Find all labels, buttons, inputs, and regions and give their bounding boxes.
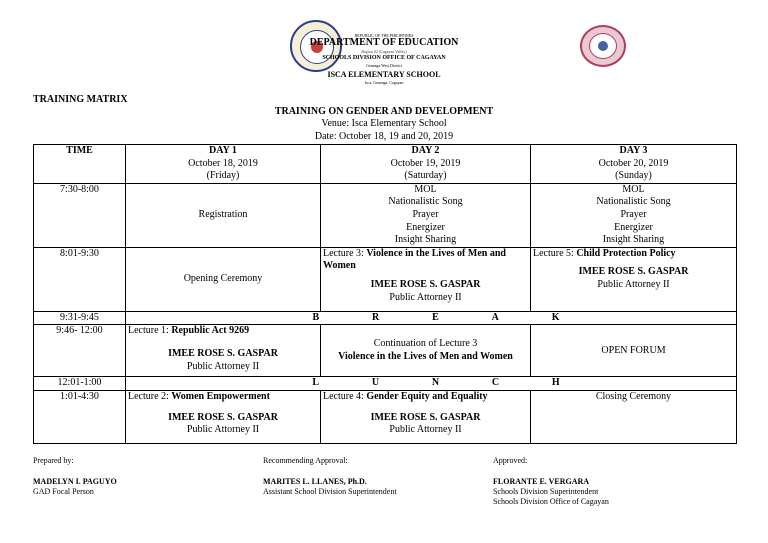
lecture5-cell xyxy=(531,247,737,311)
lunch-row xyxy=(34,377,737,391)
speaker-role: Public Attorney II xyxy=(186,424,260,436)
prepared-by-label: Prepared by: xyxy=(33,456,74,465)
speaker-name: IMEE ROSE S. GASPAR xyxy=(168,411,278,423)
recommending-name: MARITES L. LLANES, Ph.D. xyxy=(263,477,367,486)
program-item: Energizer xyxy=(614,221,653,233)
lunch-cell xyxy=(126,377,737,391)
day1-label: DAY 1 xyxy=(209,145,237,156)
time-cell: 8:01-9:30 xyxy=(34,247,126,311)
day3-label: DAY 3 xyxy=(619,145,648,156)
matrix-label: TRAINING MATRIX xyxy=(33,94,128,105)
approved-name: FLORANTE E. VERGARA xyxy=(493,477,590,486)
day2-weekday: (Saturday) xyxy=(404,170,447,182)
lecture-prefix: Lecture 2: xyxy=(128,390,169,402)
program-item: Prayer xyxy=(412,208,439,220)
speaker-role: Public Attorney II xyxy=(389,424,462,436)
time-header: TIME xyxy=(34,145,126,184)
program-item: Prayer xyxy=(620,208,647,220)
speaker-role: Public Attorney II xyxy=(389,291,462,303)
break-letter: K xyxy=(551,311,560,323)
program-item: Nationalistic Song xyxy=(388,196,463,208)
time-cell: 12:01-1:00 xyxy=(34,377,126,391)
division-name: SCHOOLS DIVISION OFFICE OF CAGAYAN xyxy=(322,55,446,61)
lecture-topic: Gender Equity and Equality xyxy=(366,390,488,402)
prepared-by-title: GAD Focal Person xyxy=(33,487,94,496)
closing-ceremony-cell: Closing Ceremony xyxy=(531,390,737,443)
day2-label: DAY 2 xyxy=(411,145,440,156)
school-name: ISCA ELEMENTARY SCHOOL xyxy=(327,70,441,79)
speaker-name: IMEE ROSE S. GASPAR xyxy=(370,278,481,290)
speaker-role: Public Attorney II xyxy=(186,360,260,372)
table-row xyxy=(34,325,737,377)
region-text: Region 02 (Cagayan Valley) xyxy=(361,49,407,54)
lunch-letter: U xyxy=(371,377,380,389)
program-item: Nationalistic Song xyxy=(596,196,671,208)
training-matrix-table xyxy=(33,144,737,444)
table-row xyxy=(34,390,737,443)
program-item: Energizer xyxy=(406,221,445,233)
date-text: Date: October 18, 19 and 20, 2019 xyxy=(314,131,454,142)
approved-office: Schools Division Office of Cagayan xyxy=(493,497,609,506)
break-cell xyxy=(126,311,737,325)
day1-header xyxy=(126,145,321,184)
lunch-letter: L xyxy=(312,377,320,389)
division-seal-logo xyxy=(580,25,626,67)
time-cell: 1:01-4:30 xyxy=(34,390,126,443)
department-name: DEPARTMENT OF EDUCATION xyxy=(309,37,459,48)
table-row xyxy=(34,183,737,247)
open-forum-cell: OPEN FORUM xyxy=(531,325,737,377)
approved-label: Approved: xyxy=(493,456,528,465)
program-item: MOL xyxy=(414,183,437,195)
school-address: Isca, Gonzaga, Cagayan xyxy=(364,80,404,85)
lecture-prefix: Lecture 4: xyxy=(323,390,364,402)
opening-ceremony-cell: Opening Ceremony xyxy=(126,247,321,311)
speaker-role: Public Attorney II xyxy=(597,278,670,290)
time-cell: 9:31-9:45 xyxy=(34,311,126,325)
day2-date: October 19, 2019 xyxy=(390,157,461,169)
lecture4-cell xyxy=(321,390,531,443)
speaker-name: IMEE ROSE S. GASPAR xyxy=(370,411,481,423)
day3-weekday: (Sunday) xyxy=(615,170,652,182)
lecture-topic: Women Empowerment xyxy=(171,390,270,402)
recommending-title: Assistant School Division Superintendent xyxy=(263,487,397,496)
break-row xyxy=(34,311,737,325)
day2-header xyxy=(321,145,531,184)
time-cell: 9:46- 12:00 xyxy=(34,325,126,377)
program-item: MOL xyxy=(622,183,645,195)
lecture-topic: Violence in the Lives of Men and Women xyxy=(338,350,513,362)
day1-date: October 18, 2019 xyxy=(188,157,258,169)
day1-weekday: (Friday) xyxy=(206,170,240,182)
lecture3-cell xyxy=(321,247,531,311)
speaker-name: IMEE ROSE S. GASPAR xyxy=(578,266,689,278)
lecture-topic: Violence in the Lives of Men and Women xyxy=(323,247,506,272)
lecture-topic: Child Protection Policy xyxy=(576,247,676,259)
venue-text: Venue: Isca Elementary School xyxy=(321,118,447,129)
break-letter: R xyxy=(371,311,380,323)
table-header-row xyxy=(34,145,737,184)
recommending-label: Recommending Approval: xyxy=(263,456,348,465)
lunch-letter: H xyxy=(551,377,560,389)
republic-text: REPUBLIC OF THE PHILIPPINES xyxy=(354,33,414,38)
registration-cell: Registration xyxy=(126,183,321,247)
day3-opening-program xyxy=(531,183,737,247)
break-letter: B xyxy=(312,311,320,323)
training-title: TRAINING ON GENDER AND DEVELOPMENT xyxy=(274,106,494,117)
break-letter: A xyxy=(491,311,499,323)
program-item: Insight Sharing xyxy=(394,234,457,246)
day3-date: October 20, 2019 xyxy=(598,157,669,169)
lunch-letter: N xyxy=(431,377,440,389)
lecture3-continuation-cell xyxy=(321,325,531,377)
table-row xyxy=(34,247,737,311)
lecture-prefix: Lecture 1: xyxy=(128,325,169,337)
speaker-name: IMEE ROSE S. GASPAR xyxy=(168,347,278,359)
day2-opening-program xyxy=(321,183,531,247)
break-letter: E xyxy=(432,311,439,323)
time-cell: 7:30-8:00 xyxy=(34,183,126,247)
day3-header xyxy=(531,145,737,184)
approved-title: Schools Division Superintendent xyxy=(493,487,599,496)
lecture-topic: Republic Act 9269 xyxy=(171,325,250,337)
lecture-prefix: Lecture 5: xyxy=(533,247,574,259)
lunch-letter: C xyxy=(491,377,500,389)
program-item: Insight Sharing xyxy=(602,234,665,246)
prepared-by-name: MADELYN I. PAGUYO xyxy=(33,477,117,486)
continuation-label: Continuation of Lecture 3 xyxy=(373,338,478,350)
district-text: Gonzaga West District xyxy=(365,63,403,68)
lecture-prefix: Lecture 3: xyxy=(323,247,364,259)
lecture2-cell xyxy=(126,390,321,443)
lecture1-cell xyxy=(126,325,321,377)
